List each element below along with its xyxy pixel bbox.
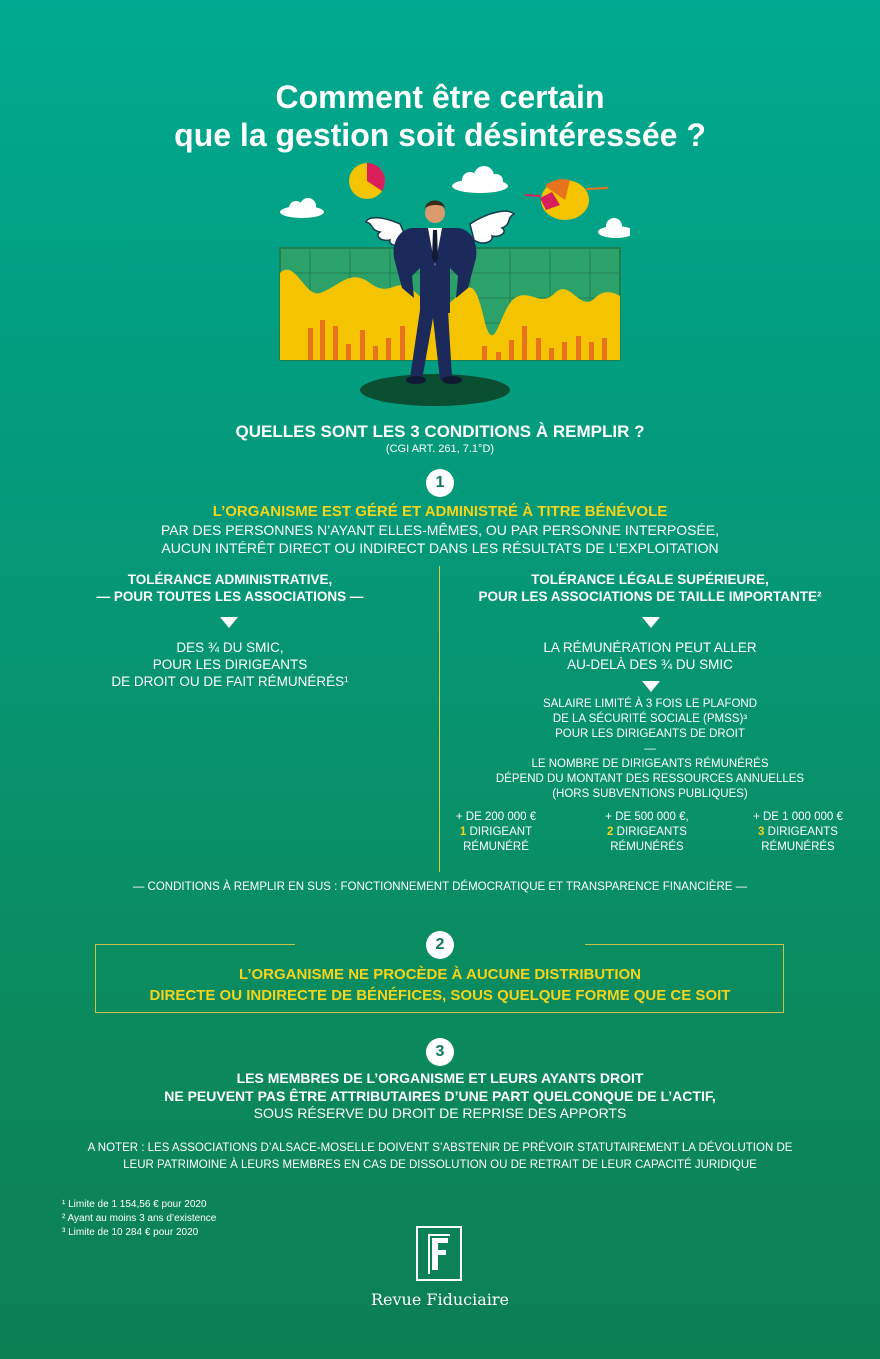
- condition-2-line: DIRECTE OU INDIRECTE DE BÉNÉFICES, SOUS QUELQUE FORME QUE CE SOIT: [149, 987, 731, 1004]
- tier-count: 3: [758, 826, 765, 838]
- separator-dash: —: [644, 743, 656, 755]
- legal-tolerance-heading: [450, 571, 850, 605]
- condition-3-line: LES MEMBRES DE L’ORGANISME ET LEURS AYANTS DROIT: [236, 1070, 644, 1086]
- brand-logo-icon: [416, 1226, 462, 1281]
- tier-amount: + DE 200 000 €: [455, 811, 537, 823]
- tier-amount: + DE 500 000 €,: [605, 811, 689, 823]
- directors-count-line: LE NOMBRE DE DIRIGEANTS RÉMUNÉRÉS: [531, 758, 769, 770]
- admin-tolerance-heading-line: — POUR TOUTES LES ASSOCIATIONS —: [96, 589, 364, 604]
- condition-3-text: [0, 1070, 880, 1123]
- tier-amount: + DE 1 000 000 €: [753, 811, 843, 823]
- condition-2-line: L’ORGANISME NE PROCÈDE À AUCUNE DISTRIBUTION: [239, 966, 641, 983]
- brand-name: Revue Fiduciaire: [370, 1290, 510, 1309]
- title-line-1: Comment être certain: [275, 79, 605, 115]
- alsace-moselle-note: [60, 1140, 820, 1174]
- tier-1m: [723, 810, 873, 855]
- title-line-2: que la gestion soit désintéressée ?: [174, 117, 706, 153]
- tier-label: DIRIGEANTS: [767, 826, 838, 838]
- arrow-down-icon: [642, 681, 660, 692]
- salary-limit-line: DE LA SÉCURITÉ SOCIALE (PMSS)³: [552, 713, 748, 725]
- pie-chart-3d-icon: [525, 179, 608, 220]
- tier-directors: [572, 825, 722, 840]
- tier-label: DIRIGEANTS: [616, 826, 687, 838]
- condition-3-number: 3: [426, 1038, 454, 1066]
- legal-reference: (CGI ART. 261, 7.1°D): [385, 443, 495, 455]
- condition-1-body: [0, 521, 880, 557]
- cloud-icon: [598, 218, 630, 238]
- footnote: ³ Limite de 10 284 € pour 2020: [62, 1227, 199, 1238]
- logo-f-icon: [418, 1228, 460, 1279]
- tier-label: DIRIGEANT: [469, 826, 533, 838]
- salary-limit-line: POUR LES DIRIGEANTS DE DROIT: [555, 728, 745, 740]
- additional-conditions: — CONDITIONS À REMPLIR EN SUS : FONCTIONNEMENT DÉMOCRATIQUE ET TRANSPARENCE FINANCIÈRE —: [132, 881, 748, 893]
- cloud-icon: [280, 198, 324, 218]
- footnotes: [62, 1198, 216, 1240]
- tier-count: 1: [459, 826, 467, 838]
- tier-200k: [421, 810, 571, 855]
- tier-label: RÉMUNÉRÉS: [761, 841, 835, 853]
- condition-2-text: [0, 964, 880, 1006]
- salary-limit-text: [450, 697, 850, 802]
- arrow-down-icon: [220, 617, 238, 628]
- directors-count-line: (HORS SUBVENTIONS PUBLIQUES): [552, 788, 748, 800]
- condition-1-body-line: PAR DES PERSONNES N’AYANT ELLES-MÊMES, OU PAR PERSONNE INTERPOSÉE,: [160, 522, 720, 538]
- legal-tolerance-heading-line: TOLÉRANCE LÉGALE SUPÉRIEURE,: [531, 572, 769, 587]
- tier-label: RÉMUNÉRÉ: [463, 841, 529, 853]
- tier-directors: [723, 825, 873, 840]
- directors-count-line: DÉPEND DU MONTANT DES RESSOURCES ANNUELLES: [495, 773, 805, 785]
- legal-tolerance-heading-line: POUR LES ASSOCIATIONS DE TAILLE IMPORTANTE²: [478, 589, 822, 604]
- page-title: [0, 78, 880, 154]
- cloud-icon: [452, 166, 508, 193]
- admin-tolerance-text-line: POUR LES DIRIGEANTS: [152, 657, 308, 672]
- admin-tolerance-text-line: DE DROIT OU DE FAIT RÉMUNÉRÉS¹: [111, 674, 349, 689]
- conditions-question: QUELLES SONT LES 3 CONDITIONS À REMPLIR ?: [235, 422, 645, 441]
- admin-tolerance-heading: [60, 571, 400, 605]
- condition-3-line: SOUS RÉSERVE DU DROIT DE REPRISE DES APPORTS: [253, 1105, 627, 1121]
- condition-3-line: NE PEUVENT PAS ÊTRE ATTRIBUTAIRES D’UNE PART QUELCONQUE DE L’ACTIF,: [164, 1087, 716, 1104]
- tier-label: RÉMUNÉRÉS: [610, 841, 684, 853]
- footnote: ¹ Limite de 1 154,56 € pour 2020: [62, 1199, 207, 1210]
- admin-tolerance-text-line: DES ¾ DU SMIC,: [176, 640, 284, 655]
- businessman-illustration: [270, 158, 630, 410]
- legal-tolerance-text-line: AU-DELÀ DES ¾ DU SMIC: [567, 657, 733, 672]
- tier-500k: [572, 810, 722, 855]
- ground-shadow: [360, 374, 510, 406]
- footnote: ² Ayant au moins 3 ans d’existence: [62, 1213, 217, 1224]
- legal-tolerance-text: [450, 639, 850, 673]
- condition-2-number: 2: [426, 931, 454, 959]
- note-line: LEUR PATRIMOINE À LEURS MEMBRES EN CAS DE DISSOLUTION OU DE RETRAIT DE LEUR CAPACITÉ JURIDIQUE: [123, 1159, 757, 1171]
- note-line: A NOTER : LES ASSOCIATIONS D’ALSACE-MOSELLE DOIVENT S’ABSTENIR DE PRÉVOIR STATUTAIREMENT LA DÉVOLUTION DE: [87, 1142, 793, 1154]
- tier-directors: [421, 825, 571, 840]
- salary-limit-line: SALAIRE LIMITÉ À 3 FOIS LE PLAFOND: [542, 698, 758, 710]
- condition-1-body-line: AUCUN INTÉRÊT DIRECT OU INDIRECT DANS LES RÉSULTATS DE L’EXPLOITATION: [161, 540, 719, 556]
- admin-tolerance-heading-line: TOLÉRANCE ADMINISTRATIVE,: [127, 572, 333, 587]
- admin-tolerance-text: [60, 639, 400, 690]
- arrow-down-icon: [642, 617, 660, 628]
- condition-1-heading: L’ORGANISME EST GÉRÉ ET ADMINISTRÉ À TITRE BÉNÉVOLE: [212, 503, 668, 520]
- condition-1-number: 1: [426, 469, 454, 497]
- pie-chart-icon: [349, 163, 385, 199]
- legal-tolerance-text-line: LA RÉMUNÉRATION PEUT ALLER: [543, 640, 757, 655]
- tier-count: 2: [607, 826, 614, 838]
